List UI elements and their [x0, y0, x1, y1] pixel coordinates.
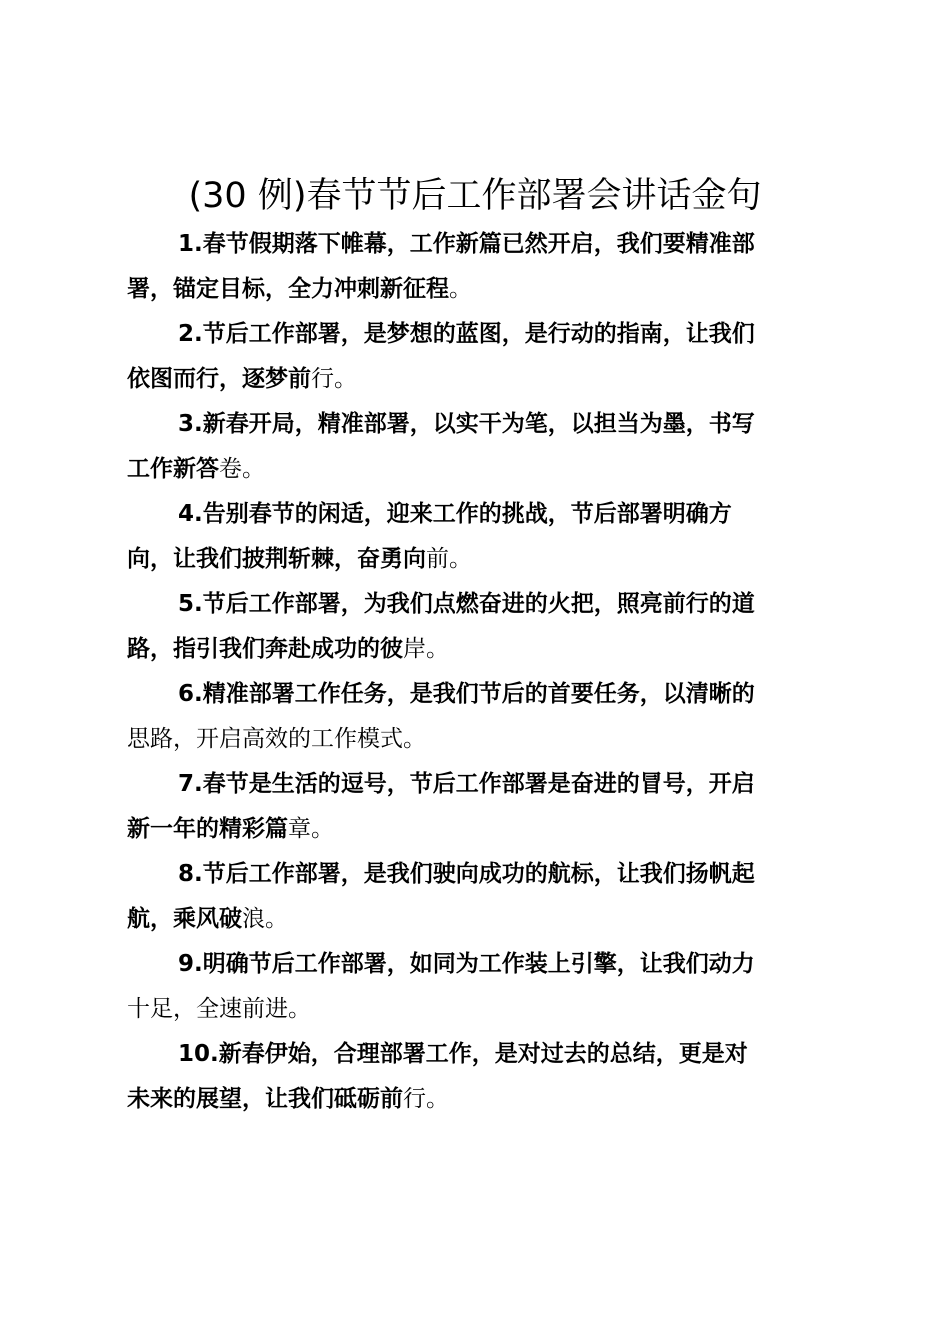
- quote-line-1: 5.节后工作部署，为我们点燃奋进的火把，照亮前行的道: [178, 591, 755, 617]
- quote-line-2: [127, 537, 819, 582]
- quote-line-1: 8.节后工作部署，是我们驶向成功的航标，让我们扬帆起: [178, 861, 755, 887]
- quote-text-bold: 未来的展望，让我们砥砺前: [127, 1086, 403, 1112]
- quote-item-10: [127, 1032, 819, 1122]
- quote-text-normal: 行。: [403, 1086, 449, 1112]
- quote-text-normal: 前。: [426, 546, 472, 572]
- quote-line-2: [127, 627, 819, 672]
- quote-line-2: [127, 267, 819, 312]
- quote-text-bold: 航，乘风破: [127, 906, 242, 932]
- quote-item-8: [127, 852, 819, 942]
- quote-line-2: [127, 987, 819, 1032]
- quote-item-6: [127, 672, 819, 762]
- quote-list: [127, 222, 819, 1122]
- quote-text-bold: 依图而行，逐梦前: [127, 366, 311, 392]
- quote-line-1: 2.节后工作部署，是梦想的蓝图，是行动的指南，让我们: [178, 321, 755, 347]
- quote-line-1: 3.新春开局，精准部署，以实干为笔，以担当为墨，书写: [178, 411, 755, 437]
- quote-item-2: [127, 312, 819, 402]
- quote-item-1: [127, 222, 819, 312]
- quote-line-1: 6.精准部署工作任务，是我们节后的首要任务，以清晰的: [178, 681, 755, 707]
- quote-text-bold: 工作新答: [127, 456, 219, 482]
- quote-text-normal: 。: [449, 276, 472, 302]
- quote-text-normal: 卷。: [219, 456, 265, 482]
- page-title: (30 例)春节节后工作部署会讲话金句: [188, 176, 762, 216]
- quote-text-bold: 署，锚定目标，全力冲刺新征程: [127, 276, 449, 302]
- quote-line-1: 1.春节假期落下帷幕，工作新篇已然开启，我们要精准部: [178, 231, 755, 257]
- quote-line-1: 9.明确节后工作部署，如同为工作装上引擎，让我们动力: [178, 951, 755, 977]
- quote-line-2: [127, 357, 819, 402]
- quote-text-normal: 行。: [311, 366, 357, 392]
- quote-line-2: [127, 717, 819, 762]
- quote-item-4: [127, 492, 819, 582]
- quote-line-2: [127, 1077, 819, 1122]
- quote-item-3: [127, 402, 819, 492]
- quote-line-2: [127, 447, 819, 492]
- quote-line-1: 10.新春伊始，合理部署工作，是对过去的总结，更是对: [178, 1041, 748, 1067]
- quote-text-bold: 向，让我们披荆斩棘，奋勇向: [127, 546, 426, 572]
- quote-text-normal: 浪。: [242, 906, 288, 932]
- quote-line-1: 7.春节是生活的逗号，节后工作部署是奋进的冒号，开启: [178, 771, 755, 797]
- quote-text-bold: 路，指引我们奔赴成功的彼: [127, 636, 403, 662]
- quote-text-normal: 十足，全速前进。: [127, 996, 311, 1022]
- quote-text-normal: 岸。: [403, 636, 449, 662]
- quote-line-2: [127, 807, 819, 852]
- quote-text-normal: 章。: [288, 816, 334, 842]
- quote-item-5: [127, 582, 819, 672]
- quote-line-1: 4.告别春节的闲适，迎来工作的挑战，节后部署明确方: [178, 501, 732, 527]
- quote-line-2: [127, 897, 819, 942]
- quote-item-9: [127, 942, 819, 1032]
- quote-text-normal: 思路，开启高效的工作模式。: [127, 726, 426, 752]
- quote-item-7: [127, 762, 819, 852]
- quote-text-bold: 新一年的精彩篇: [127, 816, 288, 842]
